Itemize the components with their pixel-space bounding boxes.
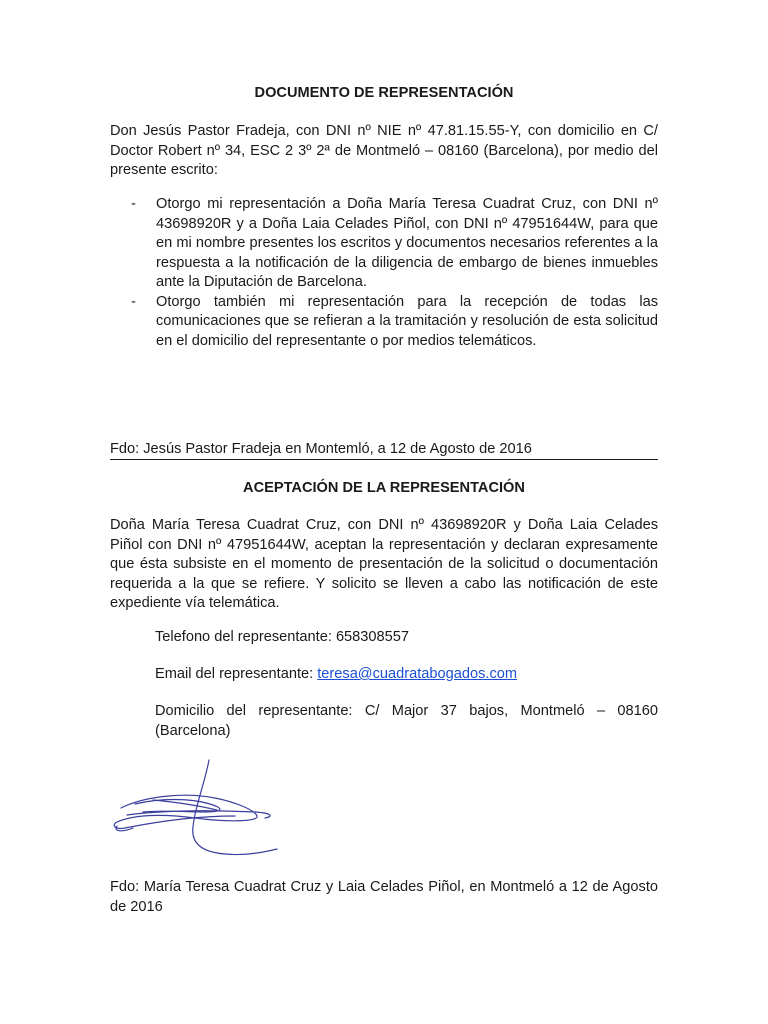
phone-value: 658308557 [335,629,409,645]
grantor-signature-line [110,440,658,460]
representatives-signature-text: Fdo: María Teresa Cuadrat Cruz y Laia Celades Piñol, en Montmeló a 12 de Agosto de 2016 [110,879,658,915]
list-item-text: Otorgo mi representación a Doña María Teresa Cuadrat Cruz, con DNI nº 43698920R y a Doña Laia Celades Piñol, con DNI nº 47951644W, para que en mi nombre presentes los escritos y documentos necesarios referentes a la respuesta a la notificación de la diligencia de embargo de bienes inmuebles ante la Diputación de Barcelona. [156,196,658,290]
grants-list [110,195,658,351]
dash-bullet: - [131,196,136,212]
section-divider [110,459,658,460]
intro-paragraph: Don Jesús Pastor Fradeja, con DNI nº NIE nº 47.81.15.55-Y, con domicilio en C/ Doctor Robert nº 34, ESC 2 3º 2ª de Montmeló – 08160 (Barcelona), por medio del presente escrito: [110,123,658,178]
intro-block [110,122,658,181]
document-title: DOCUMENTO DE REPRESENTACIÓN [254,85,514,101]
list-item-text: Otorgo también mi representación para la recepción de todas las comunicaciones que se refieran a la tramitación y resolución de esta solicitud en el domicilio del representante o por medios telemáticos. [156,293,658,349]
phone-label: Telefono del representante: [155,629,336,645]
representation-section [110,84,658,104]
address-line: Domicilio del representante: C/ Major 37 bajos, Montmeló – 08160 (Barcelona) [155,703,658,739]
handwritten-signature [105,752,295,862]
representatives-signature-block [110,878,658,917]
email-label: Email del representante: [155,666,318,682]
grants-list-block [110,195,658,351]
grantor-signature-text: Fdo: Jesús Pastor Fradeja en Montemló, a 12 de Agosto de 2016 [110,441,532,457]
email-link[interactable]: teresa@cuadratabogados.com [317,666,518,682]
acceptance-body-block [110,516,658,614]
address-block [110,702,658,741]
phone-block [110,628,658,648]
list-item [110,293,658,352]
dash-bullet: - [131,293,136,310]
phone-line [110,628,658,648]
list-item [110,195,658,293]
acceptance-section [110,479,658,499]
email-line [110,665,658,685]
email-block [110,665,658,685]
acceptance-title: ACEPTACIÓN DE LA REPRESENTACIÓN [243,480,525,496]
acceptance-paragraph: Doña María Teresa Cuadrat Cruz, con DNI nº 43698920R y Doña Laia Celades Piñol con DNI nº 47951644W, aceptan la representación y declaran expresamente que ésta subsiste en el momento de presentación de la solicitud o documentación requerida a la que se refiere. Y solicito se lleven a cabo las notificación de este expediente vía telemática. [110,517,658,611]
